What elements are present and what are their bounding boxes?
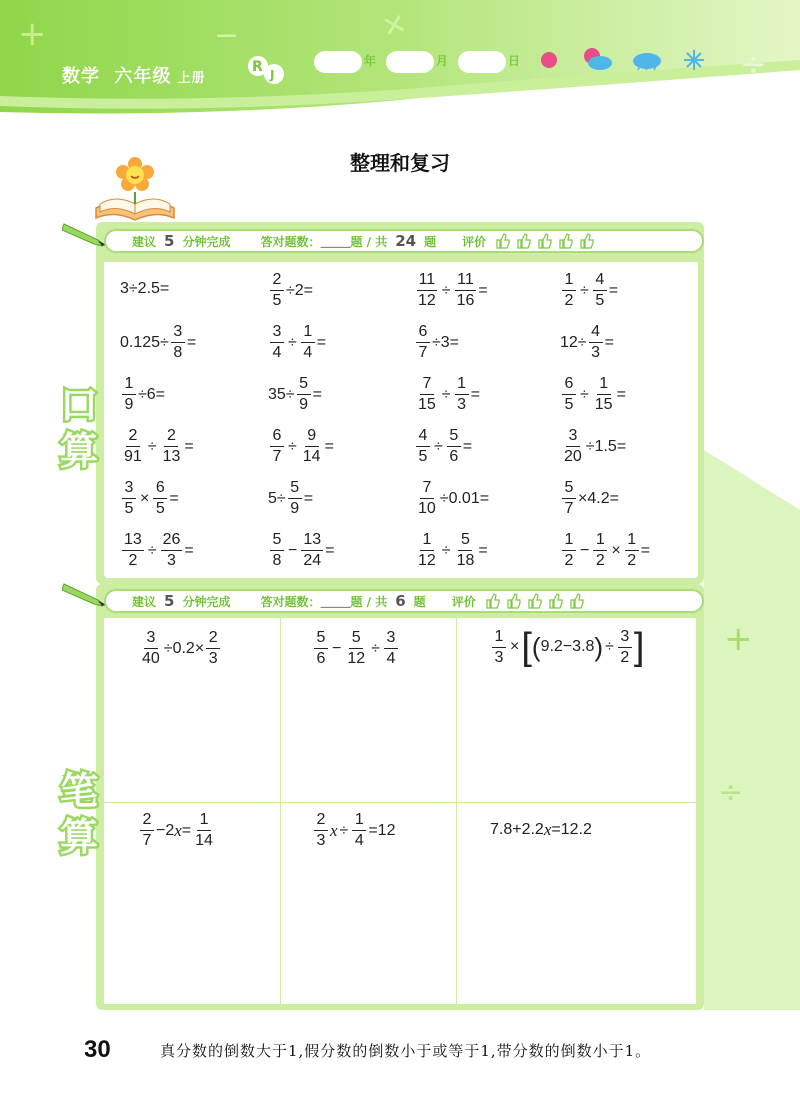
- written-problem: $\frac{3}{40}$ ÷0.2× $\frac{2}{3}$: [138, 630, 222, 667]
- page-number: 30: [84, 1036, 111, 1063]
- rating-thumbs[interactable]: [484, 593, 584, 609]
- svg-text:+: +: [18, 14, 47, 54]
- grid-divider: [456, 618, 457, 1004]
- year-field[interactable]: [314, 51, 362, 73]
- cloudy-icon[interactable]: [630, 46, 664, 72]
- svg-text:−: −: [214, 18, 240, 53]
- svg-text:笔: 笔: [60, 769, 99, 813]
- day-label: 日: [508, 54, 521, 68]
- oral-problem: $\frac{1}{2}$ − $\frac{1}{2}$ × $\frac{1}{2}$ =: [560, 532, 650, 569]
- oral-problem: $\frac{5}{7}$ ×4.2=: [560, 480, 619, 517]
- svg-text:R: R: [252, 59, 263, 75]
- footer-note: 真分数的倒数大于1,假分数的倒数小于或等于1,带分数的倒数小于1。: [160, 1042, 652, 1060]
- thumb-icon[interactable]: [515, 233, 531, 249]
- page-title: 整理和复习: [350, 151, 450, 175]
- written-side-label: [56, 764, 104, 859]
- oral-problem: $\frac{3}{5}$ × $\frac{6}{5}$ =: [120, 480, 179, 517]
- oral-problem: $\frac{5}{8}$ − $\frac{13}{24}$ =: [268, 532, 334, 569]
- oral-problem: $\frac{2}{5}$ ÷2=: [268, 272, 313, 309]
- thumb-icon[interactable]: [494, 233, 510, 249]
- edition-logo: [246, 54, 286, 86]
- thumb-icon[interactable]: [526, 593, 542, 609]
- thumb-icon[interactable]: [557, 233, 573, 249]
- oral-problem: $\frac{13}{2}$ ÷ $\frac{26}{3}$ =: [124, 531, 194, 569]
- oral-problem: 12÷ $\frac{4}{3}$ =: [560, 323, 614, 361]
- oral-problem: $\frac{6}{7}$ ÷3=: [414, 324, 459, 361]
- written-problem: $\frac{2}{7}$ −2 x = $\frac{1}{14}$: [138, 812, 217, 849]
- svg-text:÷: ÷: [718, 775, 744, 810]
- snow-icon[interactable]: [683, 49, 705, 71]
- svg-text:算: 算: [60, 815, 99, 859]
- rating-thumbs[interactable]: [494, 233, 594, 249]
- written-problem: $\frac{1}{3}$ × [ ( 9.2−3.8 ) ÷ $\frac{3}{2}$ ]: [490, 628, 644, 666]
- oral-problem: $\frac{1}{2}$ ÷ $\frac{4}{5}$ =: [560, 272, 618, 309]
- sunny-icon[interactable]: [540, 46, 558, 70]
- header-subject: 数学 六年级 上册: [62, 66, 206, 87]
- written-inner: [104, 618, 696, 1004]
- day-field[interactable]: [458, 51, 506, 73]
- thumb-icon[interactable]: [568, 593, 584, 609]
- oral-problem: $\frac{6}{5}$ ÷ $\frac{1}{15}$ =: [560, 376, 626, 413]
- oral-problem: 0.125÷ $\frac{3}{8}$ =: [120, 323, 197, 361]
- svg-text:÷: ÷: [740, 45, 767, 83]
- oral-problem: $\frac{2}{91}$ ÷ $\frac{2}{13}$ =: [124, 427, 194, 465]
- thumb-icon[interactable]: [547, 593, 563, 609]
- oral-problem: $\frac{6}{7}$ ÷ $\frac{9}{14}$ =: [268, 428, 334, 465]
- written-problem: $\frac{2}{3}$ x ÷ $\frac{1}{4}$ =12: [312, 812, 395, 849]
- oral-problem: 3÷2.5=: [120, 280, 170, 297]
- oral-problem: $\frac{3}{4}$ ÷ $\frac{1}{4}$ =: [268, 324, 326, 361]
- oral-problem: 35÷ $\frac{5}{9}$ =: [268, 375, 322, 413]
- oral-info-strip: 建议 5 分钟完成 答对题数： _____ 题 / 共 24 题 评价: [104, 229, 704, 253]
- book-flower-icon: [92, 152, 178, 224]
- svg-text:+: +: [372, 0, 417, 50]
- oral-problem: $\frac{1}{12}$ ÷ $\frac{5}{18}$ =: [418, 531, 488, 569]
- oral-problem: $\frac{4}{5}$ ÷ $\frac{5}{6}$ =: [414, 428, 472, 465]
- oral-side-label: [56, 378, 104, 473]
- svg-text:+: +: [724, 619, 753, 659]
- written-problem: 7.8+2.2 x =12.2: [490, 820, 592, 839]
- side-tab-decoration: [694, 450, 800, 1010]
- grid-divider: [280, 618, 281, 1004]
- oral-problem: 5÷ $\frac{5}{9}$ =: [268, 479, 314, 517]
- month-field[interactable]: [386, 51, 434, 73]
- year-label: 年: [364, 54, 377, 68]
- oral-problem: $\frac{7}{15}$ ÷ $\frac{1}{3}$ =: [418, 375, 480, 413]
- oral-inner: [104, 262, 698, 578]
- thumb-icon[interactable]: [484, 593, 500, 609]
- oral-problem: $\frac{11}{12}$ ÷ $\frac{11}{16}$ =: [418, 271, 488, 309]
- oral-problem: $\frac{3}{20}$ ÷1.5=: [564, 427, 627, 465]
- oral-problem: $\frac{1}{9}$ ÷6=: [120, 376, 165, 413]
- month-label: 月: [436, 54, 449, 68]
- partly-cloudy-icon[interactable]: [580, 46, 614, 72]
- grid-divider: [104, 802, 696, 803]
- svg-text:口: 口: [60, 383, 99, 427]
- written-info-strip: 建议 5 分钟完成 答对题数： _____ 题 / 共 6 题 评价: [104, 589, 704, 613]
- thumb-icon[interactable]: [578, 233, 594, 249]
- oral-problem: $\frac{7}{10}$ ÷0.01=: [418, 479, 490, 517]
- written-problem: $\frac{5}{6}$ − $\frac{5}{12}$ ÷ $\frac{3}{4}$: [312, 630, 400, 667]
- thumb-icon[interactable]: [536, 233, 552, 249]
- thumb-icon[interactable]: [505, 593, 521, 609]
- svg-text:J: J: [270, 68, 275, 82]
- svg-text:算: 算: [60, 429, 99, 473]
